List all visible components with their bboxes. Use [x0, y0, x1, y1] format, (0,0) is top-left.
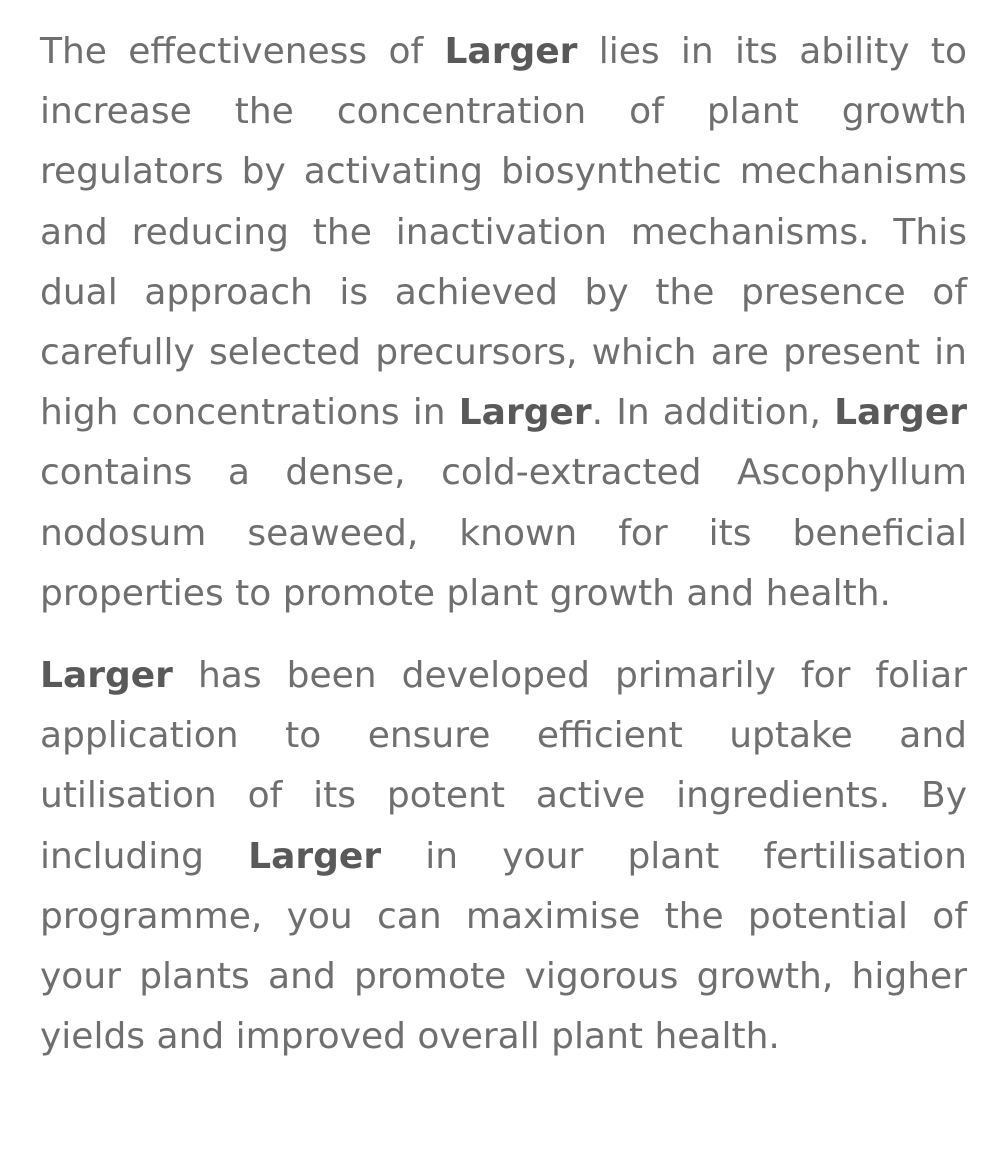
product-name: Larger [458, 392, 592, 434]
product-description [40, 22, 967, 1067]
text-segment: has been developed primarily for foliar application to ensure efficient uptake and utilisation of its potent active ingredients. By including [40, 655, 967, 877]
paragraph-effectiveness [40, 22, 967, 624]
text-segment: in your plant fertilisation programme, you can maximise the potential of your plants and promote vigorous growth, higher yields and improved overall plant health. [40, 835, 967, 1058]
text-segment: contains a dense, cold-extracted Ascophyllum nodosum seaweed, known for its beneficial properties to promote plant growth and health. [40, 452, 967, 614]
product-name: Larger [248, 835, 382, 877]
text-segment: lies in its ability to increase the concentration of plant growth regulators by activating biosynthetic mechanisms and reducing the inactivation mechanisms. This dual approach is achieved by the presence of carefully selected precursors, which are present in high concentrations in [40, 31, 967, 434]
product-name: Larger [834, 392, 967, 434]
paragraph-application [40, 646, 967, 1067]
text-segment: . In addition, [591, 392, 835, 434]
text-segment: The effectiveness of [40, 31, 445, 72]
product-name: Larger [40, 655, 173, 697]
product-name: Larger [444, 31, 578, 72]
